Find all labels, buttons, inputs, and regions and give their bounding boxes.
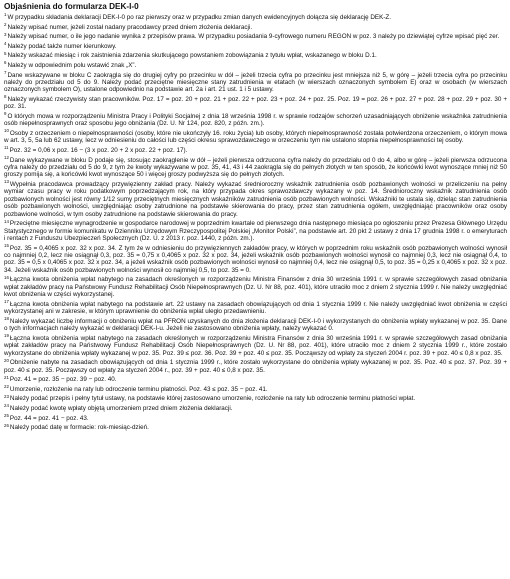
footnote [4,69,507,94]
footnote-text: Wypełnia pracodawca prowadzący przywięzienny zakład pracy. Należy wykazać średnioroczny wskaźnik zatrudnienia osób pozbawionych wolności w przeliczeniu na pełny wymiar czasu pracy w roku podatkowym poprzedzającym rok, na który przypada okres sprawozdawczy wykazany w poz. 14. Średnioroczny wskaźnik zatrudnienia osób pozbawionych wolności jest równy 1/12 sumy przeciętnych miesięcznych wskaźników zatrudnienia osób pozbawionych wolności. Wskaźniki te ustala się, dzieląc stan zatrudnienia osób pozbawionych wolności, uwzględniając osoby zatrudnione na podstawie skierowania do pracy, przez stan zatrudnienia ogółem, uwzględniając pracowników oraz osoby pozbawione wolności, w tym osoby zatrudnione na podstawie skierowania do pracy. [4,180,507,218]
footnote [4,43,507,50]
footnote [4,395,507,402]
footnote-text: Należy wpisać numer, o ile jego nadanie wynika z przepisów prawa. W przypadku posiadania 9-cyfrowego numeru REGON w poz. 3 należy po dziewiątej cyfrze wpisać pięć zer. [7,33,500,41]
footnote-number: 18 [4,316,9,322]
footnote-number: 2 [4,22,7,27]
footnote [4,376,507,383]
footnote-number: 21 [4,374,9,380]
footnote-number: 13 [4,179,9,185]
footnote-text: Obniżenie nabyte na zasadach obowiązujących od dnia 1 stycznia 1999 r., które zostało wykorzystane do obniżenia wpłaty wykazanej w poz. 35. Poz. 40 ≤ poz. 37. Poz. 39 + poz. 40 ≤ poz. 35. Począwszy od wpłaty za styczeń 2004 r., poz. 39 + poz. 40 ≤ 0,8 x poz. 35. [4,359,507,374]
footnote [4,386,507,393]
footnote [4,113,507,128]
footnote [4,220,507,242]
footnote-number: 17 [4,299,9,305]
footnote [4,154,507,179]
footnote-number: 4 [4,41,7,47]
footnote-number: 15 [4,243,9,248]
footnote [4,96,507,111]
footnote [4,52,507,59]
footnote-number: 19 [4,333,9,339]
footnote-number: 26 [4,422,9,428]
footnote-text: Łączna kwota obniżenia wpłat nabytego na zasadach określonych w rozporządzeniu Ministra Finansów z dnia 30 września 1991 r. w sprawie szczegółowych zasad obniżania wpłat zakładów pracy na Państwowy Fundusz Rehabilitacji Osób Niepełnosprawnych (Dz. U. Nr 88, poz. 401), które utraciło moc z dniem 2 stycznia 1999 r. Nie należy uwzględniać kwot obniżenia w części wykorzystanej. [4,276,507,299]
footnote [4,301,507,316]
footnote [4,181,507,218]
footnote [4,245,507,275]
footnote [4,335,507,357]
footnote [4,405,507,412]
footnote-number: 3 [4,31,7,37]
footnote-number: 6 [4,60,7,66]
footnote-number: 11 [4,145,9,151]
footnote-text: Należy wykazać liczbę informacji o obniżeniu wpłat na PFRON uzyskanych do dnia złożenia deklaracji DEK-I-0 i wykorzystanych do obniżenia wpłaty wykazanej w poz. 35. Dane o tych informacjach należy wykazać w deklaracji DEK-I-u. Jeżeli nie zastosowano obniżenia wpłaty, należy wykazać 0. [4,317,507,333]
footnote-number: 1 [4,12,7,18]
footnote [4,318,507,333]
footnote-text: Dane wykazywane w bloku D podaje się, stosując zaokrąglenie w dół – jeżeli pierwsza odrzucona cyfra należy do przedziału od 0 do 4, albo w górę – jeżeli pierwsza odrzucona cyfra należy do przedziału od 5 do 9, z tym że kwoty wykazywane w poz. 35, 41, 43 i 44 zaokrągla się do pełnych złotych w ten sposób, że końcówki kwot wynoszące mniej niż 50 groszy pomija się, a końcówki kwot wynoszące 50 i więcej groszy podwyższa się do pełnych złotych. [4,156,507,179]
footnote-text: Należy podać także numer kierunkowy. [7,42,117,50]
footnote-number: 24 [4,403,9,409]
footnote-text: Należy w odpowiednim polu wstawić znak „X”. [7,61,137,69]
footnote-text: Należy podać przepis i pełny tytuł ustawy, na podstawie której zastosowano umorzenie, rozłożenie na raty lub odroczenie terminu płatności wpłat. [9,395,416,403]
footnote [4,33,507,40]
footnote [4,359,507,374]
footnote-text: Poz. 41 = poz. 35 − poz. 39 − poz. 40. [9,376,117,384]
footnote [4,415,507,422]
footnote-number: 12 [4,154,9,160]
footnote-text: Należy wskazać miesiąc i rok zaistnienia zdarzenia skutkującego powstaniem zobowiązania z tytułu wpłat, wskazanego w bloku D.1. [7,52,377,60]
footnote-text: Łączna kwota obniżenia wpłat nabytego na podstawie art. 22 ustawy na zasadach obowiązujących od dnia 1 stycznia 1999 r. Nie należy uwzględniać kwot obniżenia w części wykorzystanej ani w zakresie, w którym uprawnienie do obniżenia wpłat uległo przedawnieniu. [4,300,507,316]
footnote [4,130,507,145]
footnote-text: Należy wpisać numer, jeżeli został nadany pracodawcy przed dniem złożenia deklaracji. [7,23,253,31]
footnote-text: W przypadku składania deklaracji DEK-I-0 po raz pierwszy oraz w przypadku zmian danych ewidencyjnych dołącza się deklarację DEK-Z. [7,14,392,21]
footnote-number: 9 [4,111,7,117]
footnote-text: O których mowa w rozporządzeniu Ministra Pracy i Polityki Socjalnej z dnia 18 września 1998 r. w sprawie rodzajów schorzeń uzasadniających obniżenie wskaźnika zatrudnienia osób niepełnosprawnych oraz sposobu jego obniżania (Dz. U. Nr 124, poz. 820, z późn. zm.). [4,112,507,128]
footnote-text: Należy podać kwotę wpłaty objętą umorzeniem przed dniem złożenia deklaracji. [9,405,233,412]
footnote-number: 23 [4,393,9,399]
footnote-text: Osoby z orzeczeniem o niepełnosprawności (osoby, które nie ukończyły 16. roku życia) lub osoby, których niepełnosprawność została potwierdzona orzeczeniem, o którym mowa w art. 3, 5, 5a lub 62 ustawy, lecz w odniesieniu do całości lub części okresu sprawozdawczego w orzeczeniu tym nie ustalono stopnia niepełnosprawności tej osoby. [4,129,507,145]
footnote-number: 22 [4,384,9,390]
footnote [4,147,507,154]
footnote-number: 8 [4,94,7,100]
footnote-text: Poz. 35 = 0,4065 x poz. 32 x poz. 34. Z tym że w odniesieniu do przywięziennych zakładów pracy, w których w poprzednim roku wskaźnik osób pozbawionych wolności wynosił co najmniej 0,2, lecz nie osiągnął 0,3, poz. 35 = 0,75 x 0,4065 x poz. 32 x poz. 34, jeżeli wskaźnik osób pozbawionych wolności wynosił co najmniej 0,3, lecz nie osiągnął 0,4, to poz. 35 = 0,5 x 0,4065 x poz. 32 x poz. 34, a jeżeli wskaźnik osób pozbawionych wolności wynosił co najmniej 0,4, lecz nie osiągnął 0,5, to poz. 35 = 0,25 x 0,4065 x poz. 32 x poz. 34. Jeżeli wskaźnik osób pozbawionych wolności wynosił co najmniej 0,5, to poz. 35 = 0. [4,244,507,274]
footnote-text: Dane wskazywane w bloku C zaokrągla się do drugiej cyfry po przecinku w dół – jeżeli trzecia cyfra po przecinku jest mniejsza niż 5, w górę – jeżeli trzecia cyfra po przecinku należy do przedziału od 5 do 9. Należy podać przeciętne miesięczne stany zatrudnienia w etatach (w wierszach oznaczonych symbolem E) oraz w osobach (w wierszach oznaczonych symbolem O), ustalone odpowiednio na podstawie art. 2a i art. 21 ust. 1 i 5 ustawy. [4,71,507,94]
footnote-text: Łączna kwota obniżenia wpłat nabytego na zasadach określonych w rozporządzeniu Ministra Finansów z dnia 30 września 1991 r. w sprawie szczegółowych zasad obniżania wpłat zakładów pracy na Państwowy Fundusz Rehabilitacji Osób Niepełnosprawnych (Dz. U. Nr 88, poz. 401), które utraciło moc z dniem 2 stycznia 1999 r., które zostało wykorzystane do obniżenia wpłaty wykazanej w poz. 35. Poz. 39 ≤ poz. 36. Poz. 39 + poz. 40 ≤ poz. 35. Począwszy od wpłaty za styczeń 2004 r. poz. 39 + poz. 40 ≤ 0,8 x poz. 35. [4,334,507,357]
footnote-number: 14 [4,218,9,224]
footnote [4,24,507,31]
footnote-text: Należy podać datę w formacie: rok-miesiąc-dzień. [9,424,149,432]
footnote-text: Umorzenie, rozłożenie na raty lub odroczenie terminu płatności. Poz. 43 ≤ poz. 35 − poz. 41. [9,385,268,393]
footnote [4,276,507,298]
footnote-text: Należy wykazać rzeczywisty stan pracowników. Poz. 17 = poz. 20 + poz. 21 + poz. 22 + poz. 23 + poz. 24 + poz. 25. Poz. 19 = poz. 26 + poz. 27 + poz. 28 + poz. 29 + poz. 30 + poz. 31. [4,95,507,111]
footnote-number: 20 [4,357,9,363]
notes-list [4,14,507,432]
footnote [4,424,507,431]
footnote-number: 10 [4,128,9,134]
footnote [4,14,507,21]
footnote-text: Przeciętne miesięczne wynagrodzenie w gospodarce narodowej w poprzednim kwartale od pierwszego dnia następnego miesiąca po ogłoszeniu przez Prezesa Głównego Urzędu Statystycznego w formie komunikatu w Dzienniku Urzędowym Rzeczypospolitej Polskiej „Monitor Polski”, na podstawie art. 20 pkt 2 ustawy z dnia 17 grudnia 1998 r. o emeryturach i rentach z Funduszu Ubezpieczeń Społecznych (Dz. U. z 2013 r. poz. 1440, z późn. zm.). [4,220,507,242]
footnote-number: 25 [4,413,9,418]
footnote [4,62,507,69]
footnote-text: Poz. 32 = 0,06 x poz. 16 − (3 x poz. 20 + 2 x poz. 22 + poz. 17). [9,146,188,154]
footnote-number: 16 [4,274,9,280]
footnote-number: 7 [4,69,7,75]
footnote-number: 5 [4,50,7,56]
footnote-text: Poz. 44 = poz. 41 − poz. 43. [9,414,89,422]
document-title: Objaśnienia do formularza DEK-I-0 [4,2,139,11]
